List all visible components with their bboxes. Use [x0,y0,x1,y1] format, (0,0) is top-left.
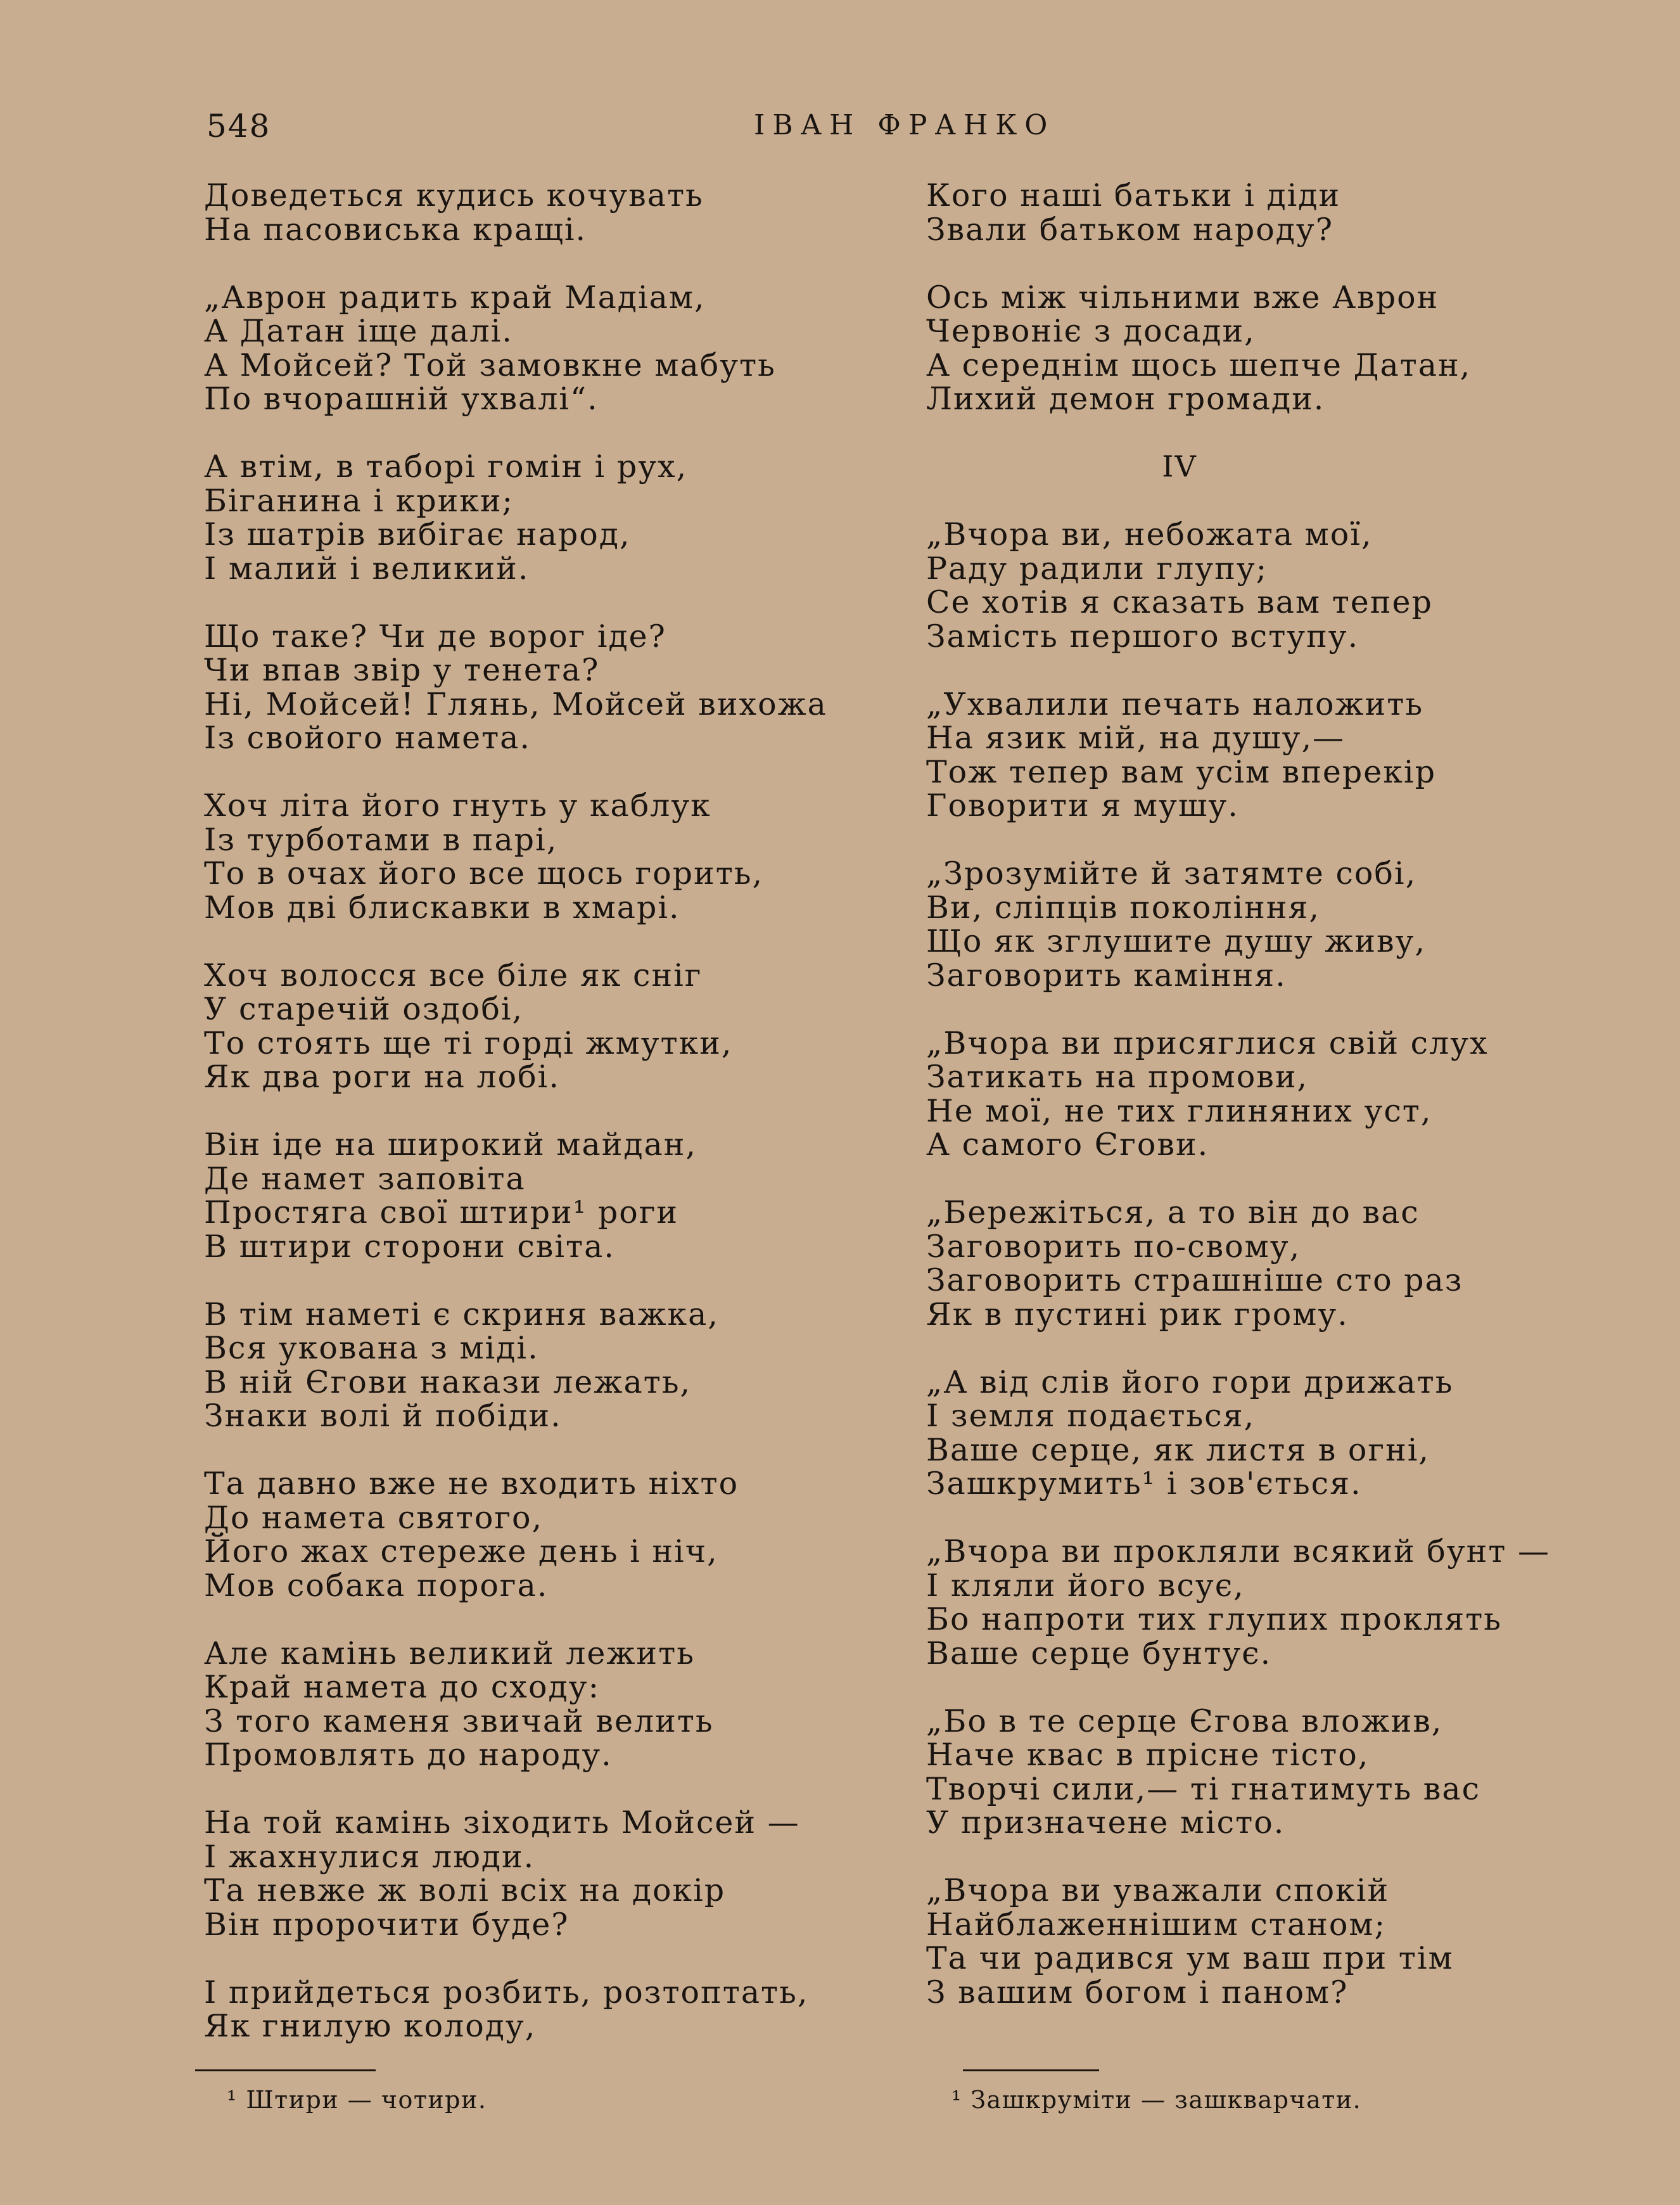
verse-line: А Датан іще далі. [204,313,513,349]
verse-line: Із турботами в парі, [204,821,558,858]
verse-line: „А від слів його гори дрижать [926,1364,1454,1400]
verse-line: Замість першого вступу. [926,618,1359,655]
verse-line: З того каменя звичай велить [204,1703,714,1739]
verse-line: Як в пустині рик грому. [926,1296,1349,1333]
verse-line: Та чи радився ум ваш при тім [926,1940,1454,1976]
verse-line: Як два роги на лобі. [204,1059,560,1095]
verse-line: Не мої, не тих глиняних уст, [926,1092,1432,1129]
verse-line: Та давно вже не входить ніхто [204,1466,739,1502]
verse-line: А Мойсей? Той замовкне мабуть [204,347,776,383]
verse-line: Червоніє з досади, [926,313,1256,349]
stanza [204,1298,827,1433]
verse-line: Раду радили глупу; [926,550,1268,587]
verse-line: А середнім щось шепче Датан, [926,347,1472,383]
verse-line: Тож тепер вам усім вперекір [926,753,1436,790]
verse-line: На язик мій, на душу,— [926,720,1346,756]
verse-line: Хоч волосся все біле як сніг [204,957,703,994]
stanza [926,687,1550,823]
verse-line: І малий і великий. [204,550,530,587]
verse-line: Він пророчити буде? [204,1906,570,1943]
verse-line: Де намет заповіта [204,1160,526,1197]
verse-line: З вашим богом і паном? [926,1974,1349,2010]
verse-line: То в очах його все щось горить, [204,855,764,892]
stanza [204,1806,827,1941]
stanza [926,518,1550,653]
verse-line: Та невже ж волі всіх на докір [204,1872,726,1908]
verse-line: Мов собака порога. [204,1567,549,1604]
stanza [204,281,827,416]
verse-line: І жахнулися люди. [204,1838,535,1875]
stanza [926,1704,1550,1840]
verse-line: Він іде на широкий майдан, [204,1127,697,1163]
verse-line: Чи впав звір у тенета? [204,652,600,688]
verse-line: В ній Єгови накази лежать, [204,1364,692,1400]
verse-line: По вчорашній ухвалі“. [204,381,599,417]
left-column [204,179,827,2077]
stanza [204,959,827,1094]
verse-line: „Вчора ви прокляли всякий бунт — [926,1533,1550,1569]
stanza [926,281,1550,416]
right-column [926,179,1550,2043]
verse-line: І земля подається, [926,1398,1256,1434]
verse-line: Звали батьком народу? [926,211,1334,248]
verse-line: На той камінь зіходить Мойсей — [204,1805,800,1841]
verse-line: Наче квас в прісне тісто, [926,1737,1370,1773]
verse-line: А самого Єгови. [926,1127,1209,1163]
verse-line: Доведеться кудись кочувать [204,177,704,214]
verse-line: Творчі сили,— ті гнатимуть вас [926,1770,1481,1807]
stanza [204,620,827,755]
verse-line: В тім наметі є скриня важка, [204,1296,719,1333]
stanza [204,1467,827,1602]
verse-line: Мов дві блискавки в хмарі. [204,889,680,926]
verse-line: Його жах стереже день і ніч, [204,1533,718,1569]
verse-line: „Вчора ви присяглися свій слух [926,1025,1489,1061]
stanza [926,1874,1550,2009]
stanza [204,1128,827,1263]
verse-line: Бо напроти тих глупих проклять [926,1601,1502,1637]
verse-line: Кого наші батьки і діди [926,177,1341,214]
running-head: ІВАН ФРАНКО [754,109,1055,141]
verse-line: Ваше серце, як листя в огні, [926,1431,1430,1468]
left-footnote: ¹ Штири — чотири. [227,2086,487,2114]
left-footnote-rule [195,2069,376,2071]
verse-line: Лихий демон громади. [926,381,1325,417]
verse-line: Промовлять до народу. [204,1737,613,1773]
verse-line: То стоять ще ті горді жмутки, [204,1025,733,1061]
stanza [926,857,1550,992]
verse-line: Як гнилую колоду, [204,2008,537,2044]
verse-line: „Вчора ви, небожата мої, [926,516,1373,553]
stanza [204,1976,827,2043]
verse-line: Вся укована з міді. [204,1330,539,1366]
verse-line: Край намета до сходу: [204,1669,600,1705]
verse-line: Заговорить страшніше сто раз [926,1262,1463,1298]
stanza [204,179,827,246]
right-footnote-rule [963,2069,1099,2071]
verse-line: Заговорить каміння. [926,957,1287,994]
section-heading: IV [1162,449,1197,483]
verse-line: Простяга свої штири¹ роги [204,1194,679,1230]
verse-line: Ось між чільними вже Аврон [926,279,1439,316]
stanza [926,179,1550,246]
verse-line: Але камінь великий лежить [204,1635,695,1671]
right-footnote: ¹ Зашкруміти — зашкварчати. [951,2086,1362,2114]
verse-line: Що як зглушите душу живу, [926,923,1427,959]
verse-line: Ви, сліпців покоління, [926,889,1320,926]
verse-line: І прийдеться розбить, розтоптать, [204,1974,809,2010]
verse-line: „Ухвалили печать наложить [926,686,1424,722]
verse-line: В штири сторони світа. [204,1228,615,1265]
verse-line: Затикать на промови, [926,1059,1309,1095]
verse-line: А втім, в таборі гомін і рух, [204,449,688,485]
verse-line: На пасовиська кращі. [204,211,587,248]
verse-line: Се хотів я сказать вам тепер [926,584,1433,620]
verse-line: Ні, Мойсей! Глянь, Мойсей вихожа [204,686,827,722]
stanza [926,1026,1550,1162]
verse-line: „Бо в те серце Єгова вложив, [926,1703,1443,1739]
stanza [204,1637,827,1772]
stanza [926,1535,1550,1670]
verse-line: І кляли його всує, [926,1567,1245,1604]
verse-line: „Аврон радить край Мадіам, [204,279,706,316]
verse-line: Ваше серце бунтує. [926,1635,1272,1671]
verse-line: Найблаженнішим станом; [926,1906,1386,1943]
verse-line: „Бережіться, а то він до вас [926,1194,1420,1230]
verse-line: Знаки волі й побіди. [204,1398,562,1434]
verse-line: У призначене місто. [926,1805,1285,1841]
stanza [926,1365,1550,1501]
verse-line: Хоч літа його гнуть у каблук [204,788,711,824]
verse-line: У старечій оздобі, [204,991,524,1027]
verse-line: „Вчора ви уважали спокій [926,1872,1390,1908]
verse-line: Що таке? Чи де ворог іде? [204,618,666,655]
verse-line: Зашкрумить¹ і зов'ється. [926,1466,1362,1502]
verse-line: Біганина і крики; [204,482,514,519]
verse-line: „Зрозумійте й затямте собі, [926,855,1417,892]
verse-line: Заговорить по-свому, [926,1228,1301,1265]
verse-line: Говорити я мушу. [926,788,1239,824]
stanza [926,1196,1550,1331]
stanza [204,450,827,585]
page-number: 548 [207,108,271,144]
verse-line: Із шатрів вибігає народ, [204,516,631,553]
stanza [204,789,827,924]
verse-line: Із свойого намета. [204,720,531,756]
verse-line: До намета святого, [204,1499,544,1536]
